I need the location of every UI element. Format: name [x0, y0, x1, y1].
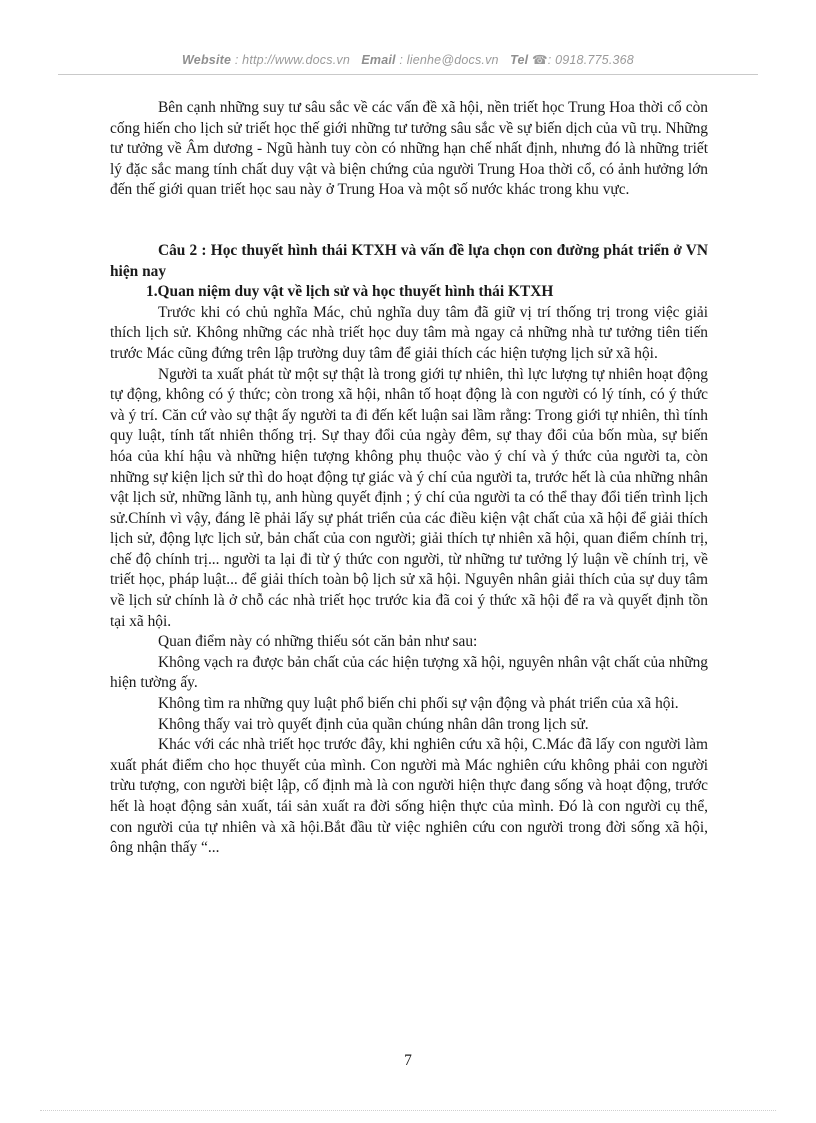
paragraph-8: Khác với các nhà triết học trước đây, khi nghiên cứu xã hội, C.Mác đã lấy con người làm xuất phát điểm cho học thuyết của mình. Con người mà Mác nghiên cứu không phải con người trừu tượng, con người biệt lập, cố định mà là con người hiện thực đang sống và hoạt động, trước hết là hoạt động sản xuất, tái sản xuất ra đời sống hiện thực của mình. Đó là con người cụ thể, con người của tự nhiên và xã hội.Bắt đầu từ việc nghiên cứu con người trong đời sống xã hội, ông nhận thấy “... — [110, 736, 708, 857]
page-header — [60, 52, 756, 67]
paragraph-5: Không vạch ra được bản chất của các hiện tượng xã hội, nguyên nhân vật chất của những hiện tường ấy. — [110, 653, 708, 692]
paragraph-4: Quan điểm này có những thiếu sót căn bản như sau: — [158, 633, 478, 651]
paragraph-6: Không tìm ra những quy luật phổ biến chi phối sự vận động và phát triển của xã hội. — [158, 695, 679, 713]
tel-value: : 0918.775.368 — [547, 53, 634, 67]
page-number: 7 — [404, 1052, 412, 1069]
footer-divider — [40, 1110, 776, 1111]
website-label: Website — [182, 53, 232, 67]
paragraph-7: Không thấy vai trò quyết định của quần chúng nhân dân trong lịch sử. — [158, 715, 589, 733]
header-divider — [58, 74, 758, 75]
website-value: : http://www.docs.vn — [234, 53, 350, 67]
section-heading: Câu 2 : Học thuyết hình thái KTXH và vấn đề lựa chọn con đường phát triển ở VN hiện nay — [110, 241, 708, 280]
paragraph-intro: Bên cạnh những suy tư sâu sắc về các vấn đề xã hội, nền triết học Trung Hoa thời cổ còn cống hiến cho lịch sử triết học thế giới những tư tưởng sâu sắc về sự biến dịch của vũ trụ. Những tư tưởng về Âm dương - Ngũ hành tuy còn có những hạn chế nhất định, nhưng đó là những triết lý đặc sắc mang tính chất duy vật và biện chứng của người Trung Hoa thời cổ, có ảnh hưởng lớn đến thế giới quan triết học sau này ở Trung Hoa và một số nước khác trong khu vực. — [110, 99, 708, 199]
tel-label: Tel — [510, 53, 529, 67]
phone-icon: ☎ — [531, 53, 548, 67]
paragraph-3: Người ta xuất phát từ một sự thật là trong giới tự nhiên, thì lực lượng tự nhiên hoạt động tự động, không có ý thức; còn trong xã hội, nhân tố hoạt động là con người có lý tính, có ý thức và ý trí. Căn cứ vào sự thật ấy người ta đi đến kết luận sai lầm rằng: Trong giới tự nhiên, thì tính quy luật, tính tất nhiên thống trị. Sự thay đổi của ngày đêm, sự thay đổi của bốn mùa, sự biến hóa của khí hậu và những hiện tượng không phụ thuộc vào ý chí và ý thức của người ta, còn những sự kiện lịch sử thì do hoạt động tự giác và ý chí của người ta, trước hết là của những nhân vật lịch sử, những lãnh tụ, anh hùng quyết định ; ý chí của người ta có thể thay đổi tiến trình lịch sử.Chính vì vậy, đáng lẽ phải lấy sự phát triển của các điều kiện vật chất của xã hội để giải thích lịch sử, động lực lịch sử, bản chất của con người; giải thích tự nhiên xã hội, quan điểm chính trị, chế độ chính trị... người ta lại đi từ ý thức con người, từ những tư tưởng lý luận về chính trị, về triết học, pháp luật... để giải thích toàn bộ lịch sử xã hội. Nguyên nhân giải thích của sự duy tâm về lịch sử chính là ở chỗ các nhà triết học trước kia đã coi ý thức xã hội để ra và quyết định tồn tại xã hội. — [110, 365, 708, 630]
email-label: Email — [361, 53, 396, 67]
page-body — [110, 98, 708, 859]
section-subheading: 1.Quan niệm duy vật về lịch sử và học thuyết hình thái KTXH — [146, 283, 554, 301]
email-value: : lienhe@docs.vn — [399, 53, 499, 67]
paragraph-2: Trước khi có chủ nghĩa Mác, chủ nghĩa duy tâm đã giữ vị trí thống trị trong việc giải thích lịch sử. Không những các nhà triết học duy tâm mà ngay cả những nhà tư tưởng tiên tiến trước Mác cũng đứng trên lập trường duy tâm để giải thích các hiện tượng lịch sử xã hội. — [110, 303, 708, 362]
